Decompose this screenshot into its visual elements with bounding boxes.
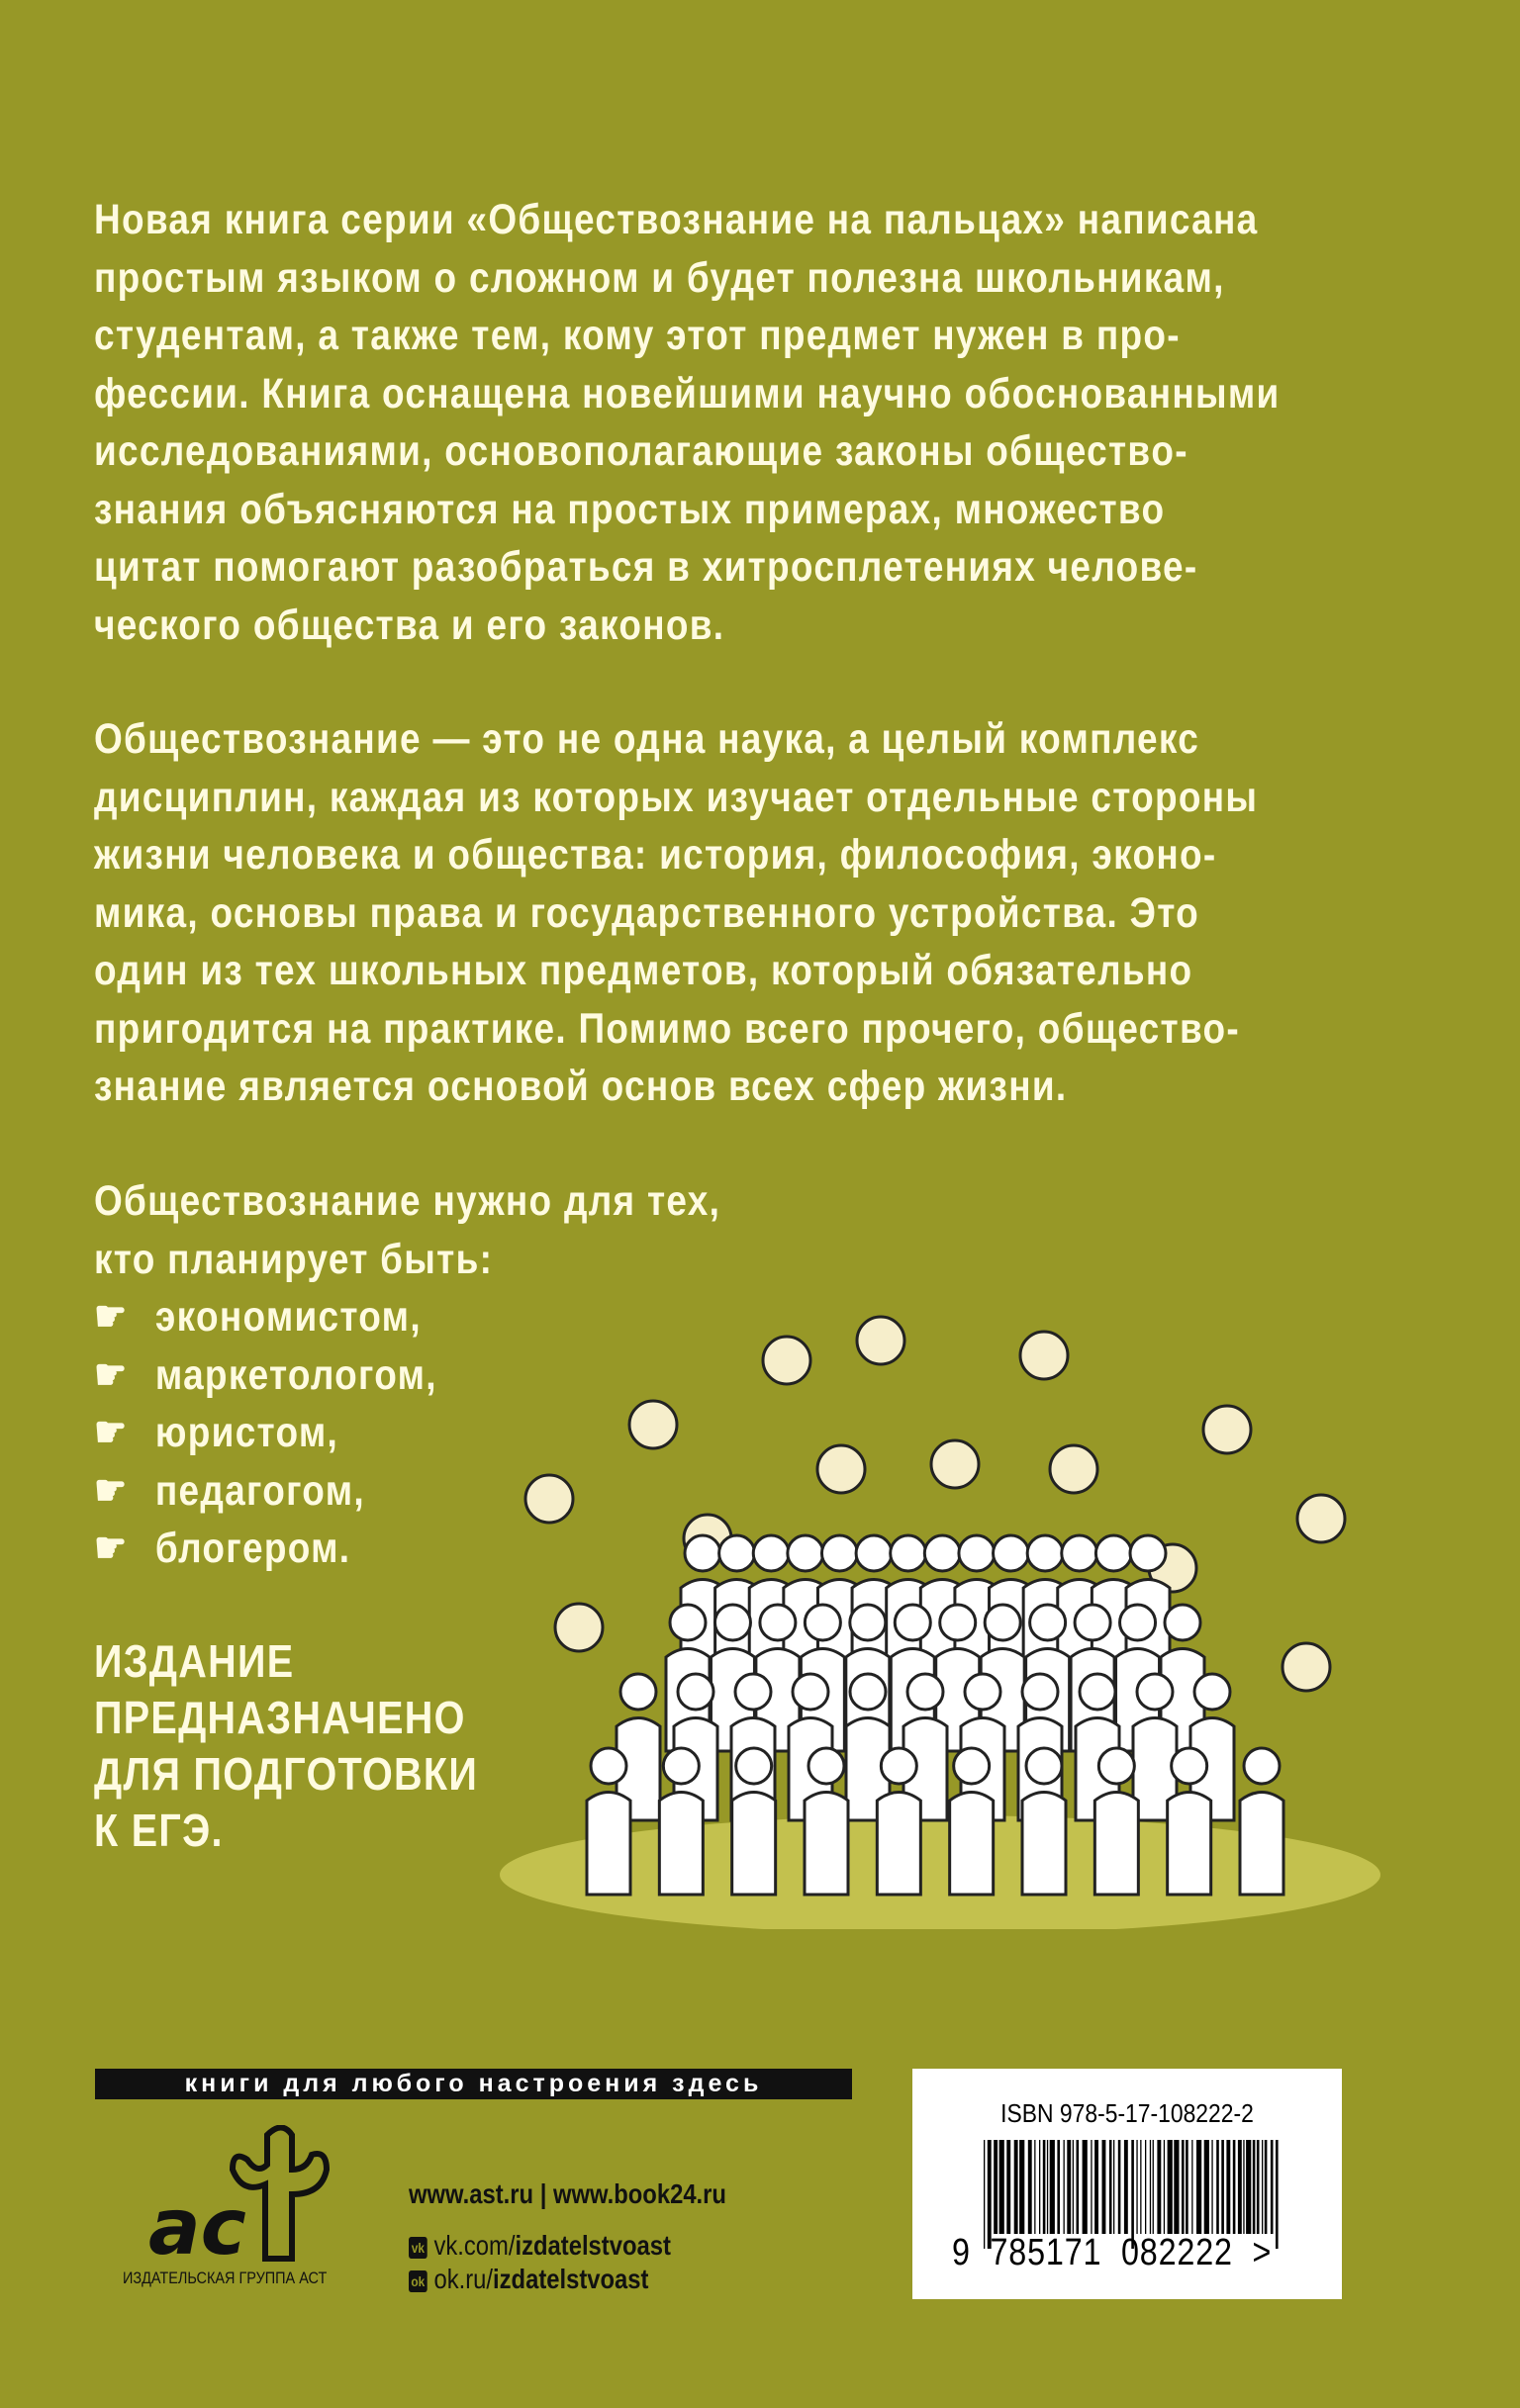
- description-paragraph-2: [94, 710, 1448, 1116]
- person-head: [940, 1605, 976, 1640]
- person-body: [950, 1793, 994, 1896]
- text-line: знание является основой основ всех сфер жизни.: [94, 1063, 1068, 1110]
- person-head: [591, 1748, 626, 1784]
- person-head: [670, 1605, 706, 1640]
- text-line: Обществознание — это не одна наука, а целый комплекс: [94, 715, 1200, 763]
- person-head: [1098, 1748, 1134, 1784]
- barcode-bar: [1191, 2140, 1192, 2234]
- text-line: дисциплин, каждая из которых изучает отдельные стороны: [94, 773, 1259, 821]
- person-head: [663, 1748, 699, 1784]
- person-head: [850, 1674, 886, 1710]
- person-head: [678, 1674, 713, 1710]
- barcode-bar: [1014, 2140, 1018, 2234]
- barcode-bar: [1067, 2140, 1071, 2234]
- pointing-hand-icon: ☛: [94, 1466, 129, 1515]
- megaphone-icon: [1050, 1445, 1097, 1493]
- pointing-hand-icon: ☛: [94, 1525, 129, 1572]
- barcode-bar: [1064, 2140, 1065, 2234]
- person-head: [793, 1674, 828, 1710]
- person-head: [881, 1748, 916, 1784]
- svg-text:ac: ac: [148, 2183, 246, 2264]
- barcode-bar: [1233, 2140, 1236, 2234]
- isbn-text: ISBN 978-5-17-108222-2: [1000, 2098, 1254, 2128]
- person-head: [1172, 1748, 1207, 1784]
- person-head: [1165, 1605, 1200, 1640]
- ok-handle: izdatelstvoast: [493, 2264, 649, 2294]
- notes-icon: [1282, 1643, 1330, 1691]
- person-body: [877, 1793, 920, 1896]
- barcode-bar: [1153, 2140, 1154, 2234]
- person-head: [735, 1674, 771, 1710]
- vk-handle: izdatelstvoast: [515, 2230, 671, 2261]
- person-body: [805, 1793, 848, 1896]
- person-head: [1194, 1674, 1230, 1710]
- barcode-panel: [912, 2069, 1342, 2299]
- notice-line: ИЗДАНИЕ: [94, 1635, 295, 1687]
- text-line: пригодится на практике. Помимо всего прочего, общество-: [94, 1004, 1240, 1053]
- odnoklassniki-icon: ok: [409, 2270, 428, 2292]
- person-head: [965, 1674, 1000, 1710]
- text-line: один из тех школьных предметов, который обязательно: [94, 947, 1193, 994]
- barcode-bar: [1196, 2140, 1201, 2234]
- ok-link[interactable]: [409, 2264, 648, 2295]
- vk-prefix: vk.com/: [433, 2230, 516, 2261]
- barcode-bar: [1028, 2140, 1032, 2234]
- person-head: [1027, 1535, 1063, 1571]
- vk-link[interactable]: [409, 2230, 671, 2262]
- barcode-bar: [1253, 2140, 1256, 2234]
- text-line: ческого общества и его законов.: [94, 601, 725, 649]
- notice-line: ДЛЯ ПОДГОТОВКИ: [94, 1748, 479, 1800]
- barcode-bar: [1136, 2140, 1137, 2234]
- barcode-bar: [1083, 2140, 1088, 2234]
- text-line: простым языком о сложном и будет полезна школьникам,: [94, 253, 1225, 302]
- person-body: [1022, 1793, 1066, 1896]
- pencil-icon: [525, 1475, 573, 1523]
- barcode-bar: [1257, 2140, 1260, 2234]
- audience-item-label: юристом,: [154, 1409, 339, 1456]
- barcode-bar: [1109, 2140, 1112, 2234]
- barcode-bar: [1124, 2140, 1128, 2234]
- person-head: [714, 1605, 750, 1640]
- person-head: [1130, 1535, 1166, 1571]
- barcode-bar: [1265, 2140, 1268, 2234]
- notice-line: ПРЕДНАЗНАЧЕНО: [94, 1692, 466, 1743]
- person-head: [1030, 1605, 1066, 1640]
- crowd-illustration: [490, 1286, 1380, 1929]
- text-line: студентам, а также тем, кому этот предмет нужен в про-: [94, 312, 1181, 359]
- person-head: [994, 1535, 1029, 1571]
- slogan-strip: книги для любого настроения здесь: [95, 2069, 852, 2099]
- text-line: мика, основы права и государственного устройства. Это: [94, 888, 1200, 937]
- barcode-bar: [1182, 2140, 1185, 2234]
- text-line: цитат помогают разобраться в хитросплетениях челове-: [94, 543, 1198, 591]
- person-head: [954, 1748, 990, 1784]
- ast-logo: [148, 2125, 336, 2264]
- person-body: [732, 1793, 776, 1896]
- barcode-bar: [1246, 2140, 1251, 2234]
- barcode-bar: [1118, 2140, 1121, 2234]
- person-body: [659, 1793, 703, 1896]
- barcode-bar: [1050, 2140, 1055, 2234]
- person-head: [821, 1535, 857, 1571]
- person-head: [1137, 1674, 1173, 1710]
- person-head: [985, 1605, 1020, 1640]
- barcode-bar: [999, 2140, 1004, 2234]
- barcode-bar: [1047, 2140, 1048, 2234]
- person-head: [1244, 1748, 1280, 1784]
- barcode-bar: [1150, 2140, 1151, 2234]
- audience-item-label: маркетологом,: [154, 1350, 437, 1399]
- barcode-bar: [1145, 2140, 1146, 2234]
- barcode-bar: [1211, 2140, 1212, 2234]
- barcode-bar: [1164, 2140, 1165, 2234]
- barcode-bar: [1221, 2140, 1224, 2234]
- person-body: [1094, 1793, 1138, 1896]
- barcode-bar: [1186, 2140, 1188, 2234]
- barcode-bar: [1073, 2140, 1074, 2234]
- barcode-bar: [1168, 2140, 1173, 2234]
- website-links[interactable]: www.ast.ru | www.book24.ru: [409, 2178, 726, 2209]
- barcode-bar: [1216, 2140, 1219, 2234]
- ean-digits: 9 785171 082222 >: [952, 2232, 1273, 2273]
- pointing-hand-icon: ☛: [94, 1350, 129, 1399]
- barcode-bar: [1094, 2140, 1098, 2234]
- person-head: [760, 1605, 796, 1640]
- barcode-bar: [1204, 2140, 1209, 2234]
- text-line: жизни человека и общества: история, философия, эконо-: [94, 831, 1217, 879]
- person-head: [891, 1535, 926, 1571]
- audience-item-label: экономистом,: [154, 1293, 422, 1341]
- person-head: [808, 1748, 844, 1784]
- publisher-name: ИЗДАТЕЛЬСКАЯ ГРУППА АСТ: [123, 2269, 328, 2287]
- person-head: [959, 1535, 995, 1571]
- barcode-bar: [1043, 2140, 1046, 2234]
- barcode-bar: [1276, 2140, 1279, 2249]
- description-paragraph-1: [94, 191, 1473, 654]
- text-line: исследованиями, основополагающие законы обществo-: [94, 427, 1188, 475]
- barcode-bar: [1140, 2140, 1141, 2234]
- text-line: Новая книга серии «Обществознание на пальцах» написана: [94, 196, 1259, 243]
- barcode-bar: [1174, 2140, 1179, 2234]
- person-head: [1080, 1674, 1115, 1710]
- person-head: [1095, 1535, 1131, 1571]
- barcode-bar: [1262, 2140, 1263, 2234]
- audience-intro-line: Обществознание нужно для тех,: [94, 1177, 721, 1225]
- person-head: [1120, 1605, 1156, 1640]
- person-body: [587, 1793, 630, 1896]
- notice-line: К ЕГЭ.: [94, 1805, 224, 1856]
- person-head: [907, 1674, 943, 1710]
- text-line: фессии. Книга оснащена новейшими научно обоснованными: [94, 369, 1281, 417]
- barcode-bar: [1113, 2140, 1114, 2234]
- checkbox-card-icon: [555, 1604, 603, 1651]
- person-head: [1075, 1605, 1110, 1640]
- envelope-icon: [1203, 1406, 1251, 1453]
- audience-item-label: педагогом,: [154, 1466, 365, 1515]
- person-head: [685, 1535, 720, 1571]
- barcode-bar: [1034, 2140, 1035, 2234]
- person-head: [753, 1535, 789, 1571]
- person-head: [620, 1674, 656, 1710]
- audience-intro-line: кто планирует быть:: [94, 1235, 494, 1283]
- barcode-bar: [1243, 2140, 1244, 2234]
- person-head: [850, 1605, 886, 1640]
- vk-icon: vk: [409, 2237, 428, 2259]
- chart-card-icon: [629, 1401, 677, 1448]
- person-head: [1026, 1748, 1062, 1784]
- pointing-hand-icon: ☛: [94, 1409, 129, 1456]
- thumbs-up-icon: [1297, 1495, 1345, 1542]
- text-line: знания объясняются на простых примерах, множество: [94, 485, 1166, 533]
- barcode-bar: [1226, 2140, 1230, 2234]
- barcode-bar: [1271, 2140, 1274, 2234]
- barcode-bar: [1157, 2140, 1161, 2234]
- ok-prefix: ok.ru/: [433, 2264, 494, 2294]
- barcode-bar: [1238, 2140, 1242, 2234]
- exam-notice: [94, 1633, 540, 1859]
- coin-icon: [1020, 1332, 1068, 1379]
- person-head: [1022, 1674, 1058, 1710]
- barcode-bar: [1019, 2140, 1024, 2234]
- barcode-bar: [1077, 2140, 1080, 2234]
- pointing-hand-icon: ☛: [94, 1293, 129, 1341]
- person-head: [788, 1535, 823, 1571]
- smartphone-icon: [763, 1337, 810, 1384]
- person-head: [1062, 1535, 1097, 1571]
- magnifier-icon: [857, 1317, 904, 1364]
- lightbulb-icon: [817, 1445, 865, 1493]
- barcode-bar: [1091, 2140, 1092, 2234]
- person-head: [719, 1535, 755, 1571]
- hourglass-icon: [931, 1440, 979, 1488]
- audience-item-label: блогером.: [154, 1525, 351, 1572]
- person-head: [856, 1535, 892, 1571]
- barcode-bar: [1057, 2140, 1060, 2234]
- person-body: [1168, 1793, 1211, 1896]
- barcode-bar: [1102, 2140, 1106, 2234]
- barcode-bar: [1006, 2140, 1010, 2234]
- barcode-bar: [1039, 2140, 1040, 2234]
- person-head: [895, 1605, 930, 1640]
- person-head: [805, 1605, 840, 1640]
- person-head: [924, 1535, 960, 1571]
- person-body: [1240, 1793, 1283, 1896]
- person-head: [736, 1748, 772, 1784]
- barcode-bar: [994, 2140, 998, 2234]
